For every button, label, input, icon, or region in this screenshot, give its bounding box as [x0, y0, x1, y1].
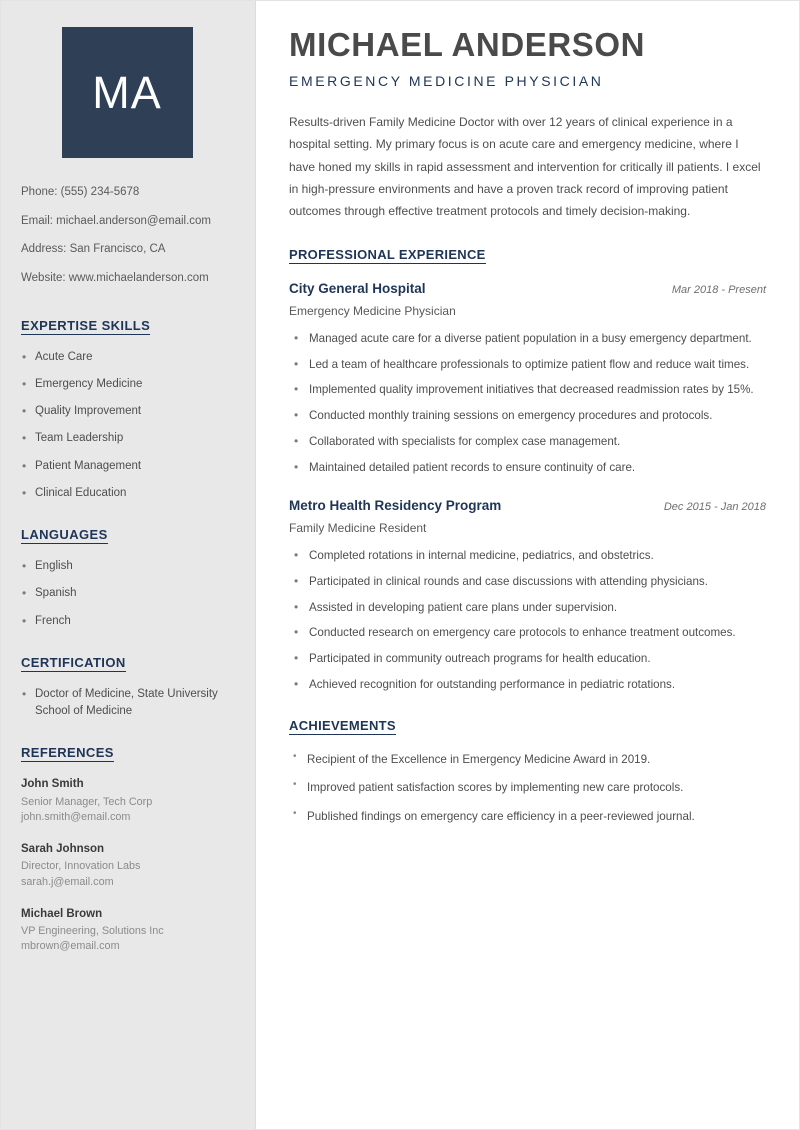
professional-summary: Results-driven Family Medicine Doctor with over 12 years of clinical experience in a hospital setting. My primary focus is on acute care and emergency medicine, where I have honed my skills in rapid assessment and intervention for critically ill patients. I excel in high-pressure environments and have a proven track record of improving patient outcomes through effective treatment protocols and timely decision-making. [289, 115, 761, 219]
reference-email: mbrown@email.com [21, 940, 120, 953]
avatar-container [21, 27, 233, 158]
list-item: • Implemented quality improvement initiatives that decreased readmission rates by 15%. [289, 381, 766, 400]
list-item: • Collaborated with specialists for complex case management. [289, 433, 766, 452]
experience-bullet-list [289, 330, 766, 478]
list-item: • Improved patient satisfaction scores by implementing new care protocols. [289, 779, 766, 798]
experience-role: Emergency Medicine Physician [289, 303, 456, 318]
experience-entry-header [289, 497, 766, 515]
experience-role: Family Medicine Resident [289, 521, 427, 536]
list-item: • Assisted in developing patient care plans under supervision. [289, 599, 766, 618]
list-item: • Participated in community outreach programs for health education. [289, 650, 766, 669]
references-section [21, 744, 233, 955]
reference-role: Senior Manager, Tech Corp [21, 795, 153, 808]
certification-list [21, 686, 233, 721]
list-item: • Team Leadership [21, 430, 233, 447]
expertise-skills-list [21, 349, 233, 503]
page-title: MICHAEL ANDERSON [289, 26, 646, 63]
reference-name: Michael Brown [21, 907, 103, 920]
list-item: • Participated in clinical rounds and case discussions with attending physicians. [289, 573, 766, 592]
contact-phone: Phone: (555) 234-5678 [21, 186, 140, 198]
achievements-section [289, 717, 766, 827]
languages-list [21, 558, 233, 630]
list-item [21, 776, 233, 826]
list-item [21, 841, 233, 891]
list-item: • Clinical Education [21, 485, 233, 502]
reference-email: john.smith@email.com [21, 811, 131, 824]
contact-website: Website: www.michaelanderson.com [21, 272, 209, 285]
professional-experience-heading: PROFESSIONAL EXPERIENCE [289, 247, 486, 263]
reference-role: VP Engineering, Solutions Inc [21, 924, 164, 937]
list-item: • Managed acute care for a diverse patient population in a busy emergency department. [289, 330, 766, 349]
experience-dates: Dec 2015 - Jan 2018 [663, 501, 766, 514]
expertise-skills-section [21, 317, 233, 503]
list-item [21, 906, 233, 956]
reference-email: sarah.j@email.com [21, 875, 114, 888]
avatar: MA [62, 27, 193, 158]
list-item: • Recipient of the Excellence in Emergency Medicine Award in 2019. [289, 751, 766, 770]
experience-entry-header [289, 280, 766, 298]
achievements-list [289, 751, 766, 827]
list-item: • French [21, 613, 233, 630]
professional-experience-section [289, 246, 766, 694]
list-item: • Doctor of Medicine, State University School of Medicine [21, 686, 233, 721]
list-item: • Quality Improvement [21, 403, 233, 420]
list-item: • Maintained detailed patient records to ensure continuity of care. [289, 459, 766, 478]
reference-name: Sarah Johnson [21, 842, 105, 855]
reference-name: John Smith [21, 778, 84, 791]
list-item: • Conducted research on emergency care protocols to enhance treatment outcomes. [289, 624, 766, 643]
list-item: • English [21, 558, 233, 575]
list-item: • Led a team of healthcare professionals to optimize patient flow and reduce wait times. [289, 356, 766, 375]
list-item: • Acute Care [21, 349, 233, 366]
languages-section [21, 526, 233, 630]
job-title: EMERGENCY MEDICINE PHYSICIAN [289, 73, 604, 90]
sidebar [1, 1, 256, 1129]
contact-address: Address: San Francisco, CA [21, 243, 166, 256]
list-item: • Published findings on emergency care efficiency in a peer-reviewed journal. [289, 808, 766, 827]
list-item: • Patient Management [21, 458, 233, 475]
references-heading: REFERENCES [21, 745, 114, 761]
experience-organization: City General Hospital [289, 281, 426, 297]
experience-entry [289, 497, 766, 694]
list-item: • Achieved recognition for outstanding performance in pediatric rotations. [289, 676, 766, 695]
reference-role: Director, Innovation Labs [21, 860, 141, 873]
expertise-skills-heading: EXPERTISE SKILLS [21, 317, 151, 333]
achievements-heading: ACHIEVEMENTS [289, 717, 396, 733]
certification-section [21, 654, 233, 721]
contact-info-list [21, 184, 233, 287]
contact-email: Email: michael.anderson@email.com [21, 214, 211, 227]
experience-dates: Mar 2018 - Present [671, 284, 766, 297]
list-item: • Completed rotations in internal medicine, pediatrics, and obstetrics. [289, 547, 766, 566]
list-item: • Emergency Medicine [21, 376, 233, 393]
certification-heading: CERTIFICATION [21, 654, 126, 670]
experience-bullet-list [289, 547, 766, 695]
list-item: • Spanish [21, 585, 233, 602]
main-content [256, 1, 799, 1129]
languages-heading: LANGUAGES [21, 527, 108, 543]
experience-organization: Metro Health Residency Program [289, 498, 502, 514]
list-item: • Conducted monthly training sessions on emergency procedures and protocols. [289, 407, 766, 426]
experience-entry [289, 280, 766, 477]
